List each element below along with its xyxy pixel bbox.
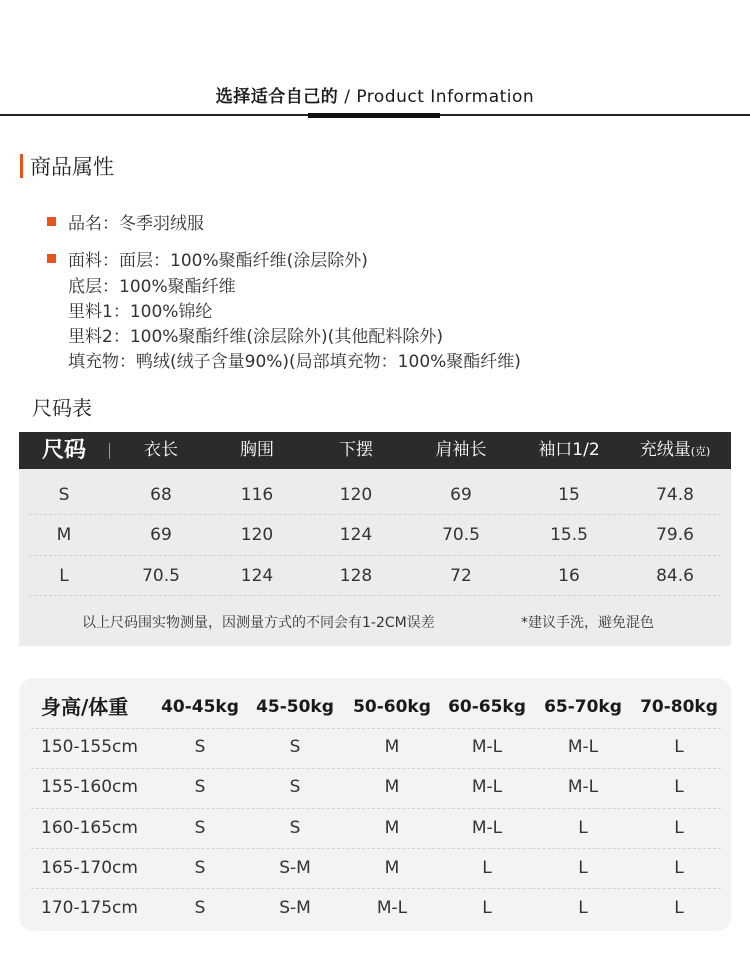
lining2-line: 里料2：100%聚酯纤维(涂层除外)(其他配料除外)	[68, 327, 443, 347]
bottom-layer-line: 底层：100%聚酯纤维	[68, 277, 236, 297]
row-divider	[31, 768, 721, 769]
cell-w1: S	[194, 898, 206, 918]
cell-w6: L	[674, 858, 684, 878]
row-divider	[31, 848, 721, 849]
size-chart-header	[19, 432, 731, 469]
row-divider	[29, 555, 721, 556]
wash-note: *建议手洗，避免混色	[521, 615, 654, 631]
lining1-line: 里料1：100%锦纶	[68, 302, 213, 322]
page-title-cn: 选择适合自己的	[215, 87, 339, 107]
col-height-weight: 身高/体重	[41, 695, 129, 719]
cell-w5: M-L	[567, 777, 599, 797]
cell-size: M	[56, 525, 72, 545]
cell-w4: M-L	[471, 818, 503, 838]
cell-w1: S	[194, 777, 206, 797]
col-fill-unit: (克)	[690, 445, 711, 458]
heading-accent-bar	[20, 154, 23, 178]
page-header	[0, 0, 750, 130]
header-separator	[109, 443, 110, 459]
attributes-heading-text: 商品属性	[30, 155, 114, 179]
row-divider	[31, 808, 721, 809]
bullet-icon	[47, 254, 56, 263]
cell-fill-weight: 84.6	[656, 566, 694, 586]
col-length: 衣长	[144, 440, 178, 460]
cell-length: 70.5	[142, 566, 180, 586]
col-size: 尺码	[41, 438, 86, 463]
cell-size: S	[58, 485, 70, 505]
col-fill-weight	[625, 432, 725, 469]
size-chart-table	[19, 432, 731, 646]
cell-w5: L	[578, 898, 588, 918]
cell-w2: S	[289, 737, 301, 757]
cell-w1: S	[194, 818, 206, 838]
col-shoulder-sleeve: 肩袖长	[435, 440, 487, 460]
cell-hem: 120	[339, 485, 373, 505]
cell-cuff: 16	[558, 566, 580, 586]
cell-chest: 116	[240, 485, 274, 505]
bullet-icon	[47, 217, 56, 226]
cell-length: 68	[150, 485, 172, 505]
cell-w4: M-L	[471, 777, 503, 797]
col-w2: 45-50kg	[256, 697, 334, 717]
size-recommendation-table	[19, 678, 731, 931]
filling-line: 填充物：鸭绒(绒子含量90%)(局部填充物：100%聚酯纤维)	[68, 352, 521, 372]
cell-shoulder-sleeve: 69	[450, 485, 472, 505]
attributes-heading	[20, 152, 114, 180]
col-fill-weight-label: 充绒量	[639, 440, 691, 460]
cell-height: 155-160cm	[41, 777, 138, 797]
cell-w3: M	[384, 777, 400, 797]
cell-w5: L	[578, 858, 588, 878]
row-divider	[31, 728, 721, 729]
size-chart-heading: 尺码表	[32, 396, 92, 420]
cell-w2: S	[289, 777, 301, 797]
cell-w5: M-L	[567, 737, 599, 757]
cell-hem: 124	[339, 525, 373, 545]
cell-height: 160-165cm	[41, 818, 138, 838]
cell-fill-weight: 74.8	[656, 485, 694, 505]
cell-height: 150-155cm	[41, 737, 138, 757]
col-cuff: 袖口1/2	[538, 440, 600, 460]
col-hem: 下摆	[339, 440, 373, 460]
cell-w4: L	[482, 858, 492, 878]
cell-w2: S-M	[279, 858, 311, 878]
fabric-line: 面料：面层：100%聚酯纤维(涂层除外)	[68, 251, 368, 271]
col-w5: 65-70kg	[544, 697, 622, 717]
cell-size: L	[59, 566, 69, 586]
cell-w3: M	[384, 818, 400, 838]
cell-fill-weight: 79.6	[656, 525, 694, 545]
cell-shoulder-sleeve: 70.5	[442, 525, 480, 545]
cell-w5: L	[578, 818, 588, 838]
cell-w3: M-L	[376, 898, 408, 918]
row-divider	[29, 595, 721, 596]
cell-w2: S	[289, 818, 301, 838]
cell-w1: S	[194, 858, 206, 878]
product-name: 品名：冬季羽绒服	[68, 214, 204, 234]
cell-chest: 120	[240, 525, 274, 545]
cell-height: 165-170cm	[41, 858, 138, 878]
cell-cuff: 15.5	[550, 525, 588, 545]
cell-w2: S-M	[279, 898, 311, 918]
cell-hem: 128	[339, 566, 373, 586]
cell-w6: L	[674, 898, 684, 918]
cell-w6: L	[674, 737, 684, 757]
cell-w1: S	[194, 737, 206, 757]
cell-w6: L	[674, 777, 684, 797]
header-accent-bar	[308, 113, 440, 118]
cell-w4: M-L	[471, 737, 503, 757]
row-divider	[29, 514, 721, 515]
cell-shoulder-sleeve: 72	[450, 566, 472, 586]
col-w1: 40-45kg	[161, 697, 239, 717]
cell-height: 170-175cm	[41, 898, 138, 918]
cell-w4: L	[482, 898, 492, 918]
page-title	[0, 82, 750, 107]
page-title-en: / Product Information	[338, 87, 535, 107]
row-divider	[31, 888, 721, 889]
col-w4: 60-65kg	[448, 697, 526, 717]
cell-length: 69	[150, 525, 172, 545]
cell-w6: L	[674, 818, 684, 838]
cell-cuff: 15	[558, 485, 580, 505]
measurement-note: 以上尺码围实物测量，因测量方式的不同会有1-2CM误差	[82, 615, 435, 631]
col-w3: 50-60kg	[353, 697, 431, 717]
col-w6: 70-80kg	[640, 697, 718, 717]
cell-w3: M	[384, 737, 400, 757]
cell-chest: 124	[240, 566, 274, 586]
col-chest: 胸围	[240, 440, 274, 460]
cell-w3: M	[384, 858, 400, 878]
